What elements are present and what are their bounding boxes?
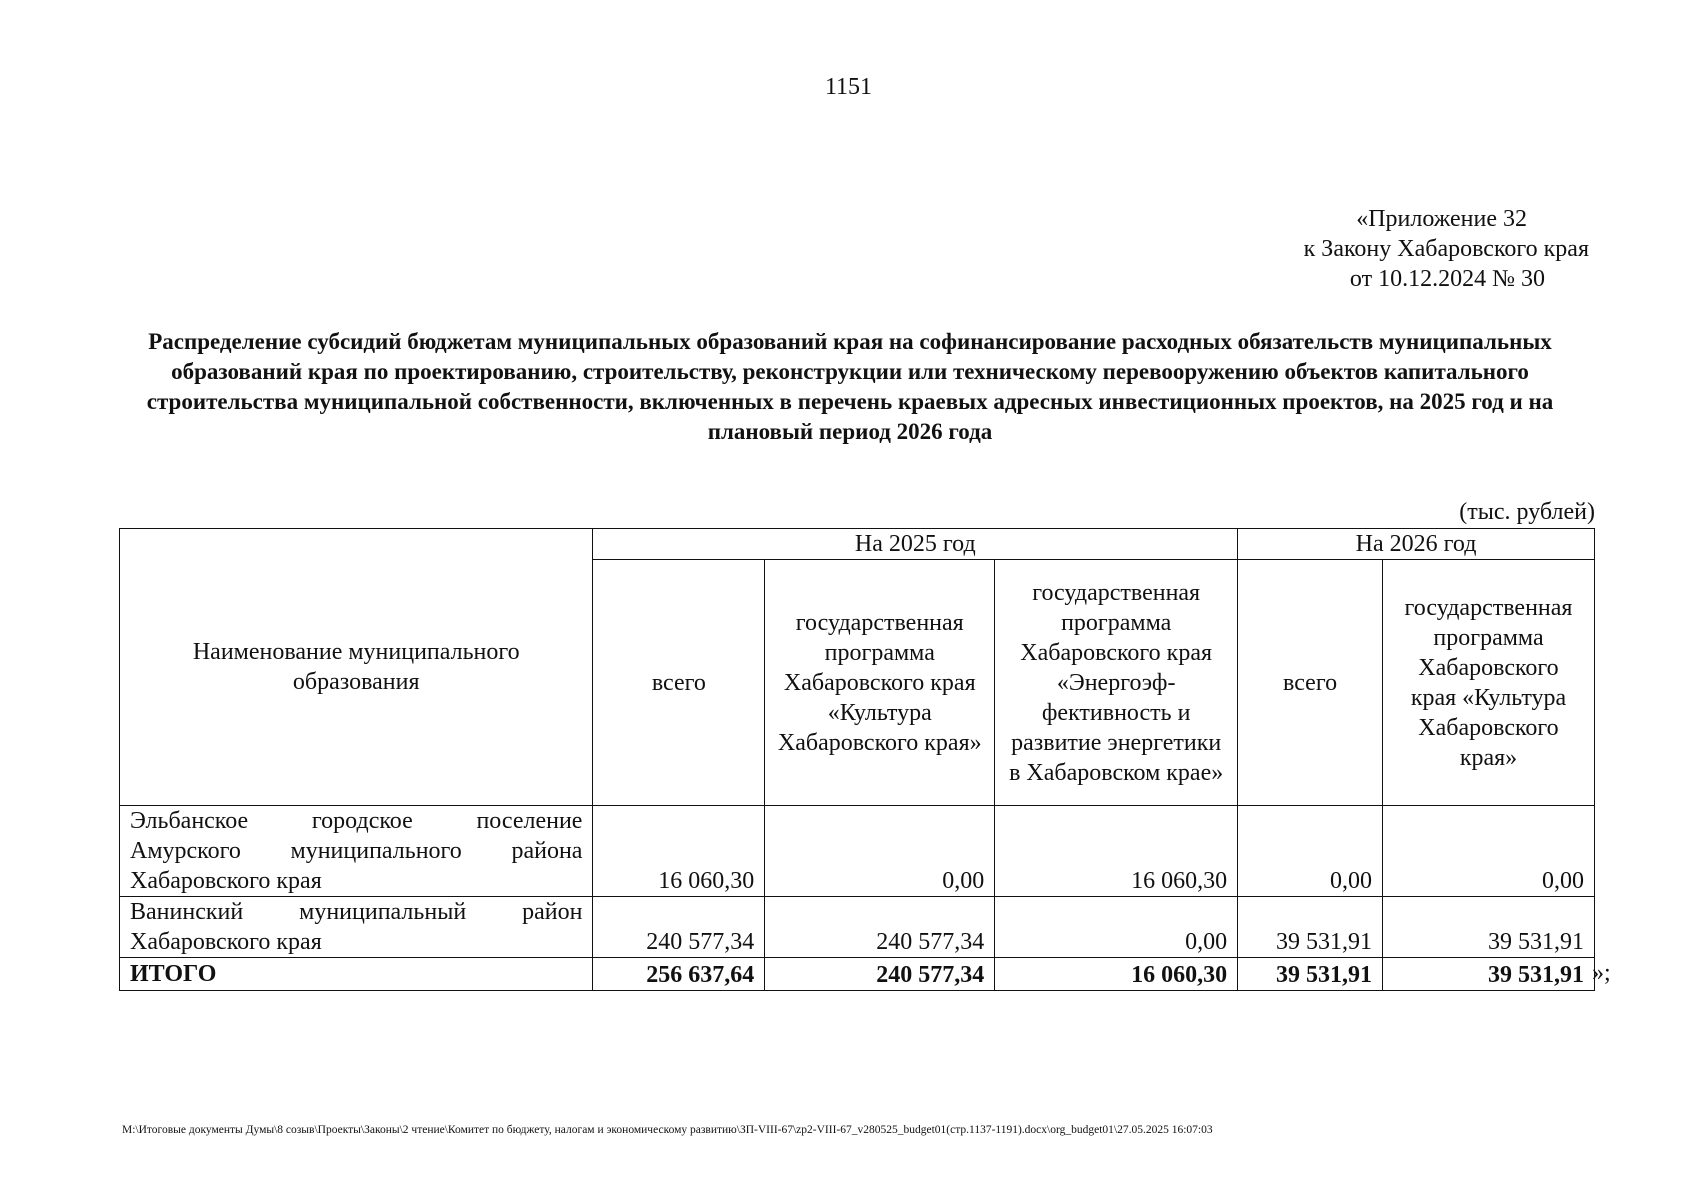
value-culture-2026: 0,00 [1383, 806, 1595, 897]
total-value-culture-2025: 240 577,34 [765, 958, 995, 991]
header-municipality-name: Наименование муниципального образования [120, 529, 593, 806]
header-total-2026: всего [1238, 560, 1383, 806]
total-value-energy-2025: 16 060,30 [995, 958, 1238, 991]
value-energy-2025: 16 060,30 [995, 806, 1238, 897]
table-row [120, 806, 1595, 897]
municipality-name: Эльбанское городское поселение Амурского муниципального района Хабаровского края [120, 806, 593, 897]
footer-file-path: M:\Итоговые документы Думы\8 созыв\Проекты\Законы\2 чтение\Комитет по бюджету, налогам и экономическому развитию\ЗП-VIII-67\zp2-VIII-67_v280525_budget01(стр.1137-1191).docx\org_budget01\27.05.2025 16:07:03 [122, 1124, 1213, 1136]
total-value-total-2025: 256 637,64 [593, 958, 765, 991]
header-culture-2025: государственная программа Хабаровского края «Культура Хабаровского края» [765, 560, 995, 806]
document-title: Распределение субсидий бюджетам муниципальных образований края на софинансирование расходных обязательств муниципальных образований края по проектированию, строительству, реконструкции или техническому перевооружению объектов капитального строительства муниципальной собственности, включенных в перечень краевых адресных инвестиционных проектов, на 2025 год и на плановый период 2026 года [146, 329, 1554, 444]
units-label: (тыс. рублей) [1459, 499, 1595, 525]
page-number: 1151 [824, 74, 873, 100]
value-culture-2025: 240 577,34 [765, 897, 995, 958]
appendix-line-1: «Приложение 32 [1356, 206, 1527, 232]
header-year-2026: На 2026 год [1238, 529, 1595, 560]
appendix-line-2: к Закону Хабаровского края [1303, 236, 1589, 262]
appendix-line-3: от 10.12.2024 № 30 [1349, 266, 1545, 292]
total-value-culture-2026: 39 531,91 [1383, 958, 1595, 991]
header-row-years [120, 529, 1595, 560]
header-culture-2026: государственная программа Хабаровского края «Культура Хабаровского края» [1383, 560, 1595, 806]
appendix-reference [1229, 204, 1589, 294]
municipality-name: Ванинский муниципальный район Хабаровского края [120, 897, 593, 958]
value-total-2026: 0,00 [1238, 806, 1383, 897]
value-culture-2025: 0,00 [765, 806, 995, 897]
total-label: ИТОГО [120, 958, 593, 991]
closing-quote-mark: »; [1592, 960, 1611, 986]
value-total-2025: 240 577,34 [593, 897, 765, 958]
value-energy-2025: 0,00 [995, 897, 1238, 958]
value-total-2025: 16 060,30 [593, 806, 765, 897]
total-row [120, 958, 1595, 991]
value-culture-2026: 39 531,91 [1383, 897, 1595, 958]
value-total-2026: 39 531,91 [1238, 897, 1383, 958]
header-total-2025: всего [593, 560, 765, 806]
header-energy-2025: государственная программа Хабаровского края «Энергоэф-фективность и развитие энергетики в Хабаровском крае» [995, 560, 1238, 806]
table-row [120, 897, 1595, 958]
subsidy-table [119, 528, 1595, 991]
total-value-total-2026: 39 531,91 [1238, 958, 1383, 991]
header-year-2025: На 2025 год [593, 529, 1238, 560]
